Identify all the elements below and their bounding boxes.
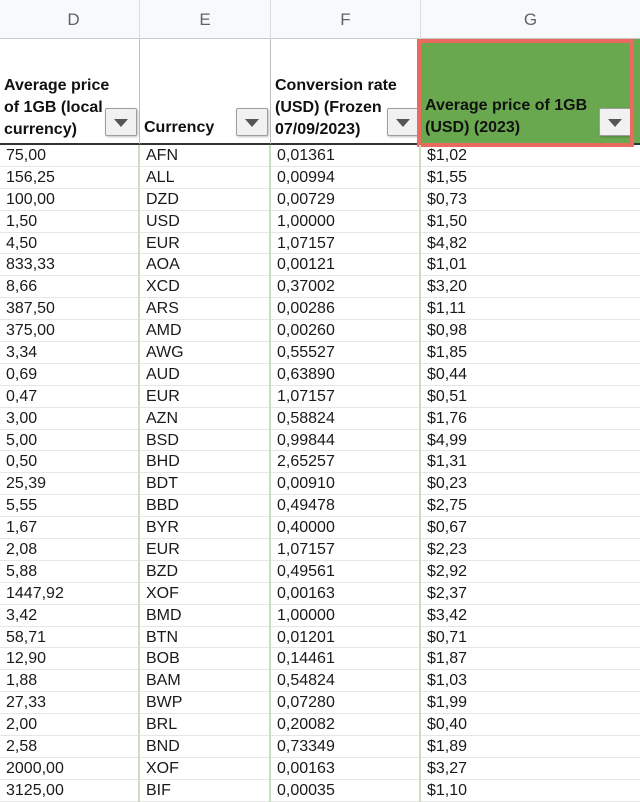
cell-conversion-rate[interactable]: 1,07157 xyxy=(271,539,421,561)
cell-avg-price-local[interactable]: 2,08 xyxy=(0,539,140,561)
filter-dropdown-button-f[interactable] xyxy=(387,108,419,136)
header-label-avg-price-local: Average price of 1GB (local currency) xyxy=(4,77,110,138)
cell-currency[interactable]: BZD xyxy=(140,561,271,583)
cell-currency[interactable]: BSD xyxy=(140,430,271,452)
cell-conversion-rate[interactable]: 0,20082 xyxy=(271,714,421,736)
cell-conversion-rate[interactable]: 0,00910 xyxy=(271,473,421,495)
cell-avg-price-usd[interactable]: $0,67 xyxy=(427,519,468,537)
cell-currency[interactable]: DZD xyxy=(140,189,271,211)
cell-currency[interactable]: BIF xyxy=(140,780,271,802)
cell-currency[interactable]: XOF xyxy=(140,583,271,605)
filter-dropdown-button-e[interactable] xyxy=(236,108,268,136)
header-label-avg-price-usd: Average price of 1GB (USD) (2023) xyxy=(425,97,588,136)
table-row xyxy=(0,320,640,342)
cell-currency[interactable]: BDT xyxy=(140,473,271,495)
cell-avg-price-usd[interactable]: $1,11 xyxy=(427,300,466,318)
cell-avg-price-local[interactable]: 75,00 xyxy=(0,145,140,167)
table-row xyxy=(0,408,640,430)
cell-avg-price-usd[interactable]: $0,40 xyxy=(427,716,468,734)
filter-dropdown-button-d[interactable] xyxy=(105,108,137,136)
table-row xyxy=(0,517,640,539)
cell-conversion-rate[interactable]: 0,99844 xyxy=(271,430,421,452)
cell-currency[interactable]: BWP xyxy=(140,692,271,714)
cell-currency[interactable]: BAM xyxy=(140,670,271,692)
table-row xyxy=(0,780,640,802)
table-row xyxy=(0,539,640,561)
cell-avg-price-local[interactable]: 3,34 xyxy=(0,342,140,364)
cell-avg-price-local[interactable]: 1,67 xyxy=(0,517,140,539)
column-header-strip xyxy=(0,0,640,39)
header-cell-conversion-rate[interactable] xyxy=(271,39,421,145)
cell-currency[interactable]: AOA xyxy=(140,254,271,276)
cell-currency[interactable]: BMD xyxy=(140,605,271,627)
cell-conversion-rate[interactable]: 0,73349 xyxy=(271,736,421,758)
cell-currency[interactable]: EUR xyxy=(140,233,271,255)
cell-avg-price-usd[interactable]: $1,87 xyxy=(427,650,468,668)
cell-avg-price-usd[interactable]: $2,37 xyxy=(427,584,468,602)
cell-conversion-rate[interactable]: 1,07157 xyxy=(271,386,421,408)
table-row xyxy=(0,276,640,298)
cell-currency[interactable]: BBD xyxy=(140,495,271,517)
cell-avg-price-usd[interactable]: $0,73 xyxy=(427,190,468,208)
cell-avg-price-usd[interactable]: $0,23 xyxy=(427,475,468,493)
cell-currency[interactable]: AUD xyxy=(140,364,271,386)
table-row xyxy=(0,451,640,473)
cell-avg-price-local[interactable]: 0,69 xyxy=(0,364,140,386)
cell-currency[interactable]: AMD xyxy=(140,320,271,342)
cell-avg-price-usd[interactable]: $3,27 xyxy=(427,759,468,777)
table-row xyxy=(0,583,640,605)
table-row xyxy=(0,495,640,517)
cell-conversion-rate[interactable]: 0,54824 xyxy=(271,670,421,692)
cell-currency[interactable]: AFN xyxy=(140,145,271,167)
cell-avg-price-usd[interactable]: $1,89 xyxy=(427,738,468,756)
table-row xyxy=(0,145,640,167)
cell-currency[interactable]: AZN xyxy=(140,408,271,430)
cell-avg-price-local[interactable]: 1,88 xyxy=(0,670,140,692)
cell-avg-price-local[interactable]: 12,90 xyxy=(0,648,140,670)
cell-conversion-rate[interactable]: 0,14461 xyxy=(271,648,421,670)
spreadsheet-grid xyxy=(0,39,640,799)
cell-conversion-rate[interactable]: 0,00163 xyxy=(271,583,421,605)
cell-conversion-rate[interactable]: 0,55527 xyxy=(271,342,421,364)
cell-conversion-rate[interactable]: 0,63890 xyxy=(271,364,421,386)
cell-conversion-rate[interactable]: 0,49561 xyxy=(271,561,421,583)
cell-currency[interactable]: BND xyxy=(140,736,271,758)
cell-conversion-rate[interactable]: 0,37002 xyxy=(271,276,421,298)
table-row xyxy=(0,298,640,320)
cell-avg-price-usd[interactable]: $4,82 xyxy=(427,234,468,252)
filter-dropdown-button-g[interactable] xyxy=(599,108,631,136)
cell-currency[interactable]: EUR xyxy=(140,386,271,408)
table-row xyxy=(0,758,640,780)
header-cell-avg-price-local[interactable] xyxy=(0,39,140,145)
cell-conversion-rate[interactable]: 1,07157 xyxy=(271,233,421,255)
cell-avg-price-usd[interactable]: $1,50 xyxy=(427,212,468,230)
cell-avg-price-usd[interactable]: $2,75 xyxy=(427,497,468,515)
cell-avg-price-local[interactable]: 3,42 xyxy=(0,605,140,627)
column-letter-d[interactable]: D xyxy=(8,0,140,39)
cell-avg-price-usd[interactable]: $0,44 xyxy=(427,365,468,383)
cell-avg-price-local[interactable]: 1,50 xyxy=(0,211,140,233)
table-row xyxy=(0,386,640,408)
cell-avg-price-local[interactable]: 3125,00 xyxy=(0,780,140,802)
cell-conversion-rate[interactable]: 0,00121 xyxy=(271,254,421,276)
table-row xyxy=(0,736,640,758)
header-cell-avg-price-usd[interactable] xyxy=(421,39,640,145)
cell-avg-price-local[interactable]: 5,55 xyxy=(0,495,140,517)
cell-avg-price-local[interactable]: 58,71 xyxy=(0,627,140,649)
cell-avg-price-usd[interactable]: $1,99 xyxy=(427,694,468,712)
cell-avg-price-usd[interactable]: $2,92 xyxy=(427,562,468,580)
cell-currency[interactable]: ALL xyxy=(140,167,271,189)
cell-avg-price-usd[interactable]: $1,03 xyxy=(427,672,468,690)
table-row xyxy=(0,254,640,276)
cell-avg-price-usd[interactable]: $1,02 xyxy=(427,147,468,164)
cell-conversion-rate[interactable]: 0,49478 xyxy=(271,495,421,517)
column-letter-f[interactable]: F xyxy=(271,0,421,39)
table-row xyxy=(0,627,640,649)
table-row xyxy=(0,670,640,692)
table-row xyxy=(0,561,640,583)
cell-avg-price-usd[interactable]: $1,01 xyxy=(427,256,468,274)
cell-conversion-rate[interactable]: 0,00994 xyxy=(271,167,421,189)
cell-avg-price-usd[interactable]: $3,20 xyxy=(427,278,468,296)
column-letter-e[interactable]: E xyxy=(140,0,271,39)
cell-conversion-rate[interactable]: 0,00286 xyxy=(271,298,421,320)
table-row xyxy=(0,430,640,452)
table-row xyxy=(0,714,640,736)
cell-conversion-rate[interactable]: 0,01361 xyxy=(271,145,421,167)
cell-avg-price-local[interactable]: 5,00 xyxy=(0,430,140,452)
cell-avg-price-local[interactable]: 2,58 xyxy=(0,736,140,758)
cell-avg-price-usd[interactable]: $0,98 xyxy=(427,322,468,340)
cell-avg-price-local[interactable]: 2000,00 xyxy=(0,758,140,780)
cell-avg-price-usd[interactable]: $1,76 xyxy=(427,409,468,427)
table-row xyxy=(0,233,640,255)
cell-conversion-rate[interactable]: 0,00163 xyxy=(271,758,421,780)
cell-currency[interactable]: XOF xyxy=(140,758,271,780)
cell-currency[interactable]: BOB xyxy=(140,648,271,670)
table-row xyxy=(0,167,640,189)
cell-currency[interactable]: BYR xyxy=(140,517,271,539)
cell-currency[interactable]: BRL xyxy=(140,714,271,736)
cell-avg-price-local[interactable]: 4,50 xyxy=(0,233,140,255)
data-rows xyxy=(0,145,640,802)
cell-avg-price-usd[interactable]: $0,51 xyxy=(427,387,468,405)
cell-currency[interactable]: USD xyxy=(140,211,271,233)
table-row xyxy=(0,189,640,211)
cell-avg-price-usd[interactable]: $0,71 xyxy=(427,628,468,646)
cell-currency[interactable]: XCD xyxy=(140,276,271,298)
cell-avg-price-local[interactable]: 833,33 xyxy=(0,254,140,276)
cell-conversion-rate[interactable]: 1,00000 xyxy=(271,211,421,233)
cell-avg-price-usd[interactable]: $4,99 xyxy=(427,431,468,449)
cell-avg-price-usd[interactable]: $1,31 xyxy=(427,453,468,471)
cell-conversion-rate[interactable]: 2,65257 xyxy=(271,451,421,473)
cell-avg-price-usd[interactable]: $2,23 xyxy=(427,541,468,559)
table-row xyxy=(0,692,640,714)
cell-avg-price-local[interactable]: 0,50 xyxy=(0,451,140,473)
cell-avg-price-usd[interactable]: $3,42 xyxy=(427,606,468,624)
cell-avg-price-usd[interactable]: $1,10 xyxy=(427,781,468,799)
cell-avg-price-local[interactable]: 1447,92 xyxy=(0,583,140,605)
cell-conversion-rate[interactable]: 0,00729 xyxy=(271,189,421,211)
cell-conversion-rate[interactable]: 0,07280 xyxy=(271,692,421,714)
cell-avg-price-local[interactable]: 0,47 xyxy=(0,386,140,408)
cell-avg-price-local[interactable]: 8,66 xyxy=(0,276,140,298)
table-row xyxy=(0,364,640,386)
cell-conversion-rate[interactable]: 0,40000 xyxy=(271,517,421,539)
header-label-conversion-rate: Conversion rate (USD) (Frozen 07/09/2023) xyxy=(275,77,397,138)
cell-currency[interactable]: ARS xyxy=(140,298,271,320)
table-row xyxy=(0,211,640,233)
table-row xyxy=(0,342,640,364)
cell-avg-price-local[interactable]: 27,33 xyxy=(0,692,140,714)
table-row xyxy=(0,648,640,670)
header-label-currency: Currency xyxy=(144,119,215,136)
cell-conversion-rate[interactable]: 0,00260 xyxy=(271,320,421,342)
cell-avg-price-usd[interactable]: $1,55 xyxy=(427,168,468,186)
cell-currency[interactable]: BHD xyxy=(140,451,271,473)
table-row xyxy=(0,473,640,495)
cell-conversion-rate[interactable]: 0,58824 xyxy=(271,408,421,430)
cell-avg-price-local[interactable]: 3,00 xyxy=(0,408,140,430)
cell-avg-price-local[interactable]: 25,39 xyxy=(0,473,140,495)
column-letter-g[interactable]: G xyxy=(523,10,538,29)
cell-avg-price-local[interactable]: 5,88 xyxy=(0,561,140,583)
cell-avg-price-local[interactable]: 100,00 xyxy=(0,189,140,211)
cell-avg-price-usd[interactable]: $1,85 xyxy=(427,344,468,362)
header-cell-currency[interactable] xyxy=(140,39,271,145)
cell-conversion-rate[interactable]: 0,01201 xyxy=(271,627,421,649)
cell-avg-price-local[interactable]: 2,00 xyxy=(0,714,140,736)
cell-currency[interactable]: BTN xyxy=(140,627,271,649)
cell-avg-price-local[interactable]: 375,00 xyxy=(0,320,140,342)
cell-avg-price-local[interactable]: 387,50 xyxy=(0,298,140,320)
cell-avg-price-local[interactable]: 156,25 xyxy=(0,167,140,189)
cell-currency[interactable]: AWG xyxy=(140,342,271,364)
table-row xyxy=(0,605,640,627)
cell-currency[interactable]: EUR xyxy=(140,539,271,561)
cell-conversion-rate[interactable]: 1,00000 xyxy=(271,605,421,627)
cell-conversion-rate[interactable]: 0,00035 xyxy=(271,780,421,802)
